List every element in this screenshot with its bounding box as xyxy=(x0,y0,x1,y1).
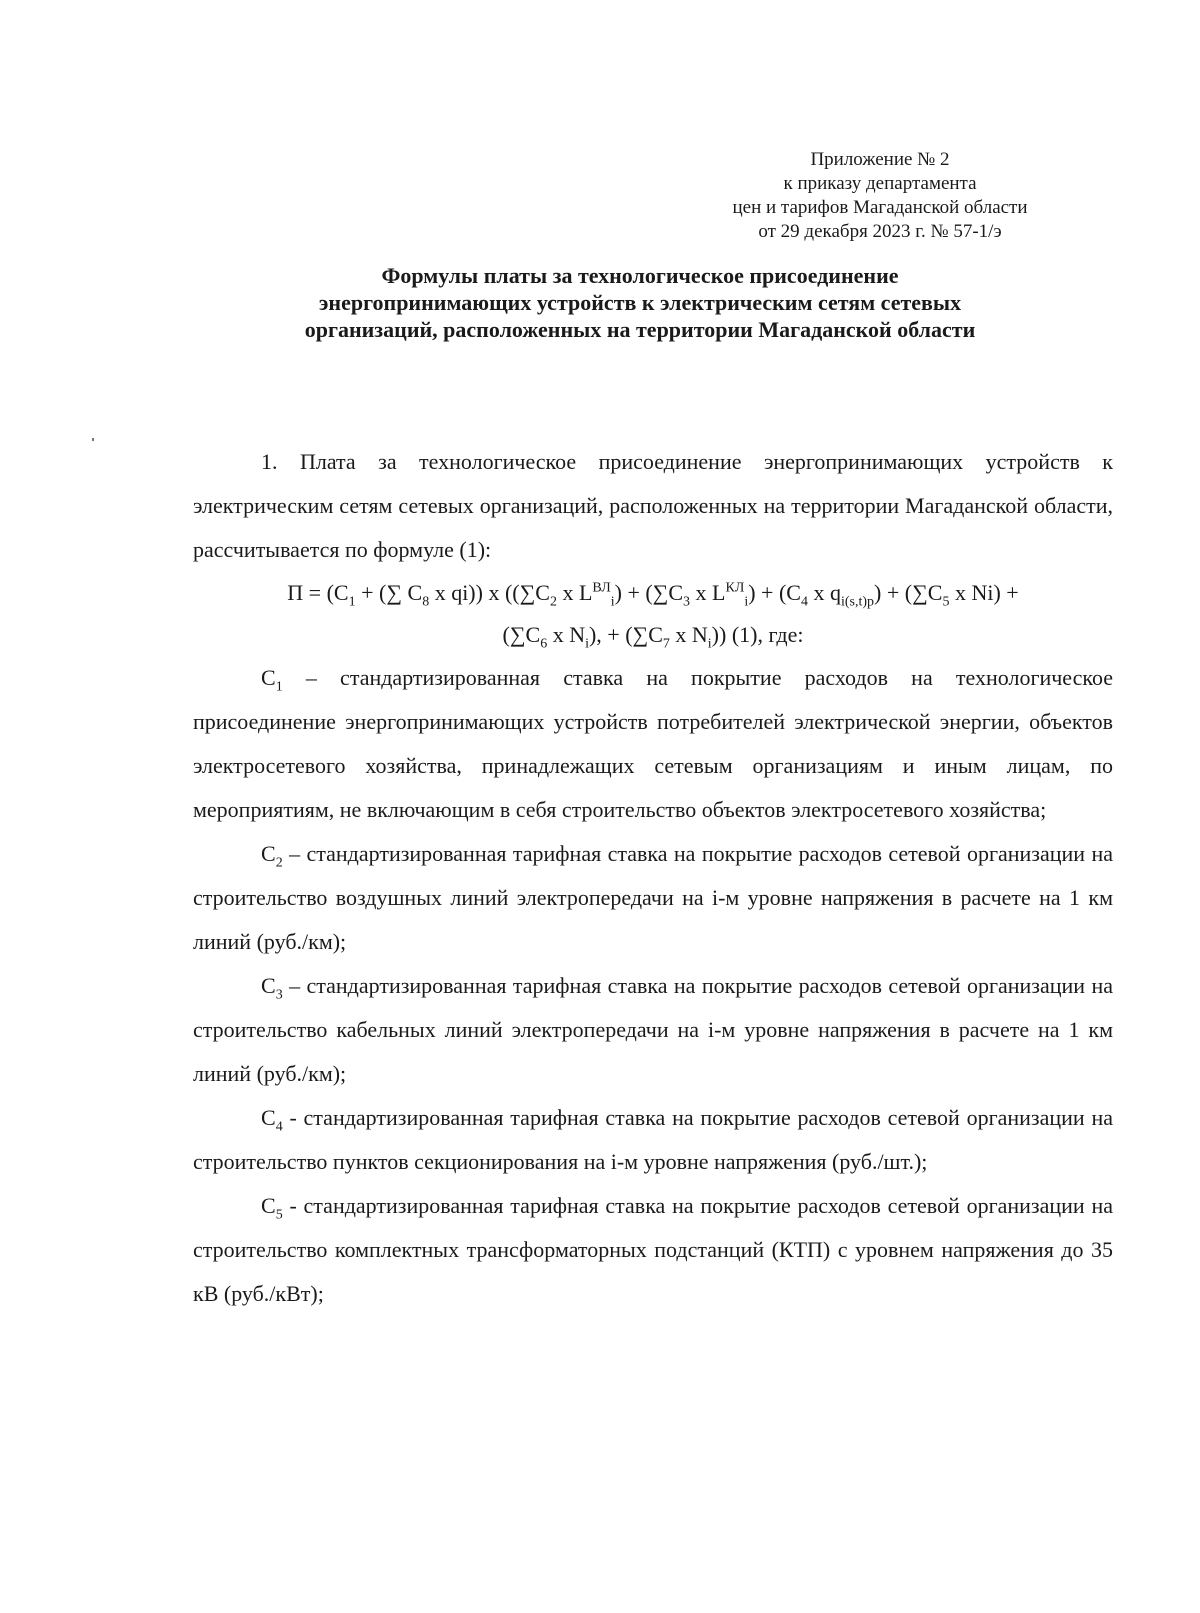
scan-speck xyxy=(92,438,94,441)
appendix-header xyxy=(690,148,1070,244)
formula-block xyxy=(193,572,1113,656)
title-line-3: организаций, расположенных на территории Магаданской области xyxy=(304,317,976,342)
definition-c3: $С_3$ – стандартизированная тарифная ставка на покрытие расходов сетевой организации на строительство кабельных линий электропередачи на i-м уровне напряжения в расчете на 1 км линий (руб./км); xyxy=(193,973,1113,1086)
formula-line-2: ($\sum С_6$ x $N_i$), + ($\sum С_7$ x $N_i$)) (1), где: xyxy=(502,622,804,652)
appendix-order-ref: к приказу департамента xyxy=(783,173,977,194)
formula-line-1: $П = (С_1$ + (∑ $С_8$ x qi)) x (($\sum С_2$ x $L^{ВЛ}_i) + (\sum С_3$ x $L^{КЛ}_i) + (С_4$ x $q_{i(s,t)p}) + (\sum С_5$ x Ni) + xyxy=(287,580,1019,610)
appendix-department: цен и тарифов Магаданской области xyxy=(732,197,1028,218)
title-line-1: Формулы платы за технологическое присоединение xyxy=(381,263,899,288)
definition-c4: $С_4$ - стандартизированная тарифная ставка на покрытие расходов сетевой организации на строительство пунктов секционирования на i-м уровне напряжения (руб./шт.); xyxy=(193,1105,1113,1174)
appendix-date-number: от 29 декабря 2023 г. № 57-1/э xyxy=(758,221,1002,242)
paragraph-1: 1. Плата за технологическое присоединение энергопринимающих устройств к электрическим сетям сетевых организаций, расположенных на территории Магаданской области, рассчитывается по формуле (1): xyxy=(193,449,1113,562)
title-line-2: энергопринимающих устройств к электрическим сетям сетевых xyxy=(318,290,962,315)
document-title xyxy=(200,262,1080,343)
definition-c5: $С_5$ - стандартизированная тарифная ставка на покрытие расходов сетевой организации на строительство комплектных трансформаторных подстанций (КТП) с уровнем напряжения до 35 кВ (руб./кВт); xyxy=(193,1193,1113,1306)
definition-c2: $С_2$ – стандартизированная тарифная ставка на покрытие расходов сетевой организации на строительство воздушных линий электропередачи на i-м уровне напряжения в расчете на 1 км линий (руб./км); xyxy=(193,841,1113,954)
appendix-number: Приложение № 2 xyxy=(810,149,950,170)
document-body xyxy=(193,440,1113,1316)
definition-c1: $С_1$ – стандартизированная ставка на покрытие расходов на технологическое присоединение энергопринимающих устройств потребителей электрической энергии, объектов электросетевого хозяйства, принадлежащих сетевым организациям и иным лицам, по мероприятиям, не включающим в себя строительство объектов электросетевого хозяйства; xyxy=(193,665,1113,822)
